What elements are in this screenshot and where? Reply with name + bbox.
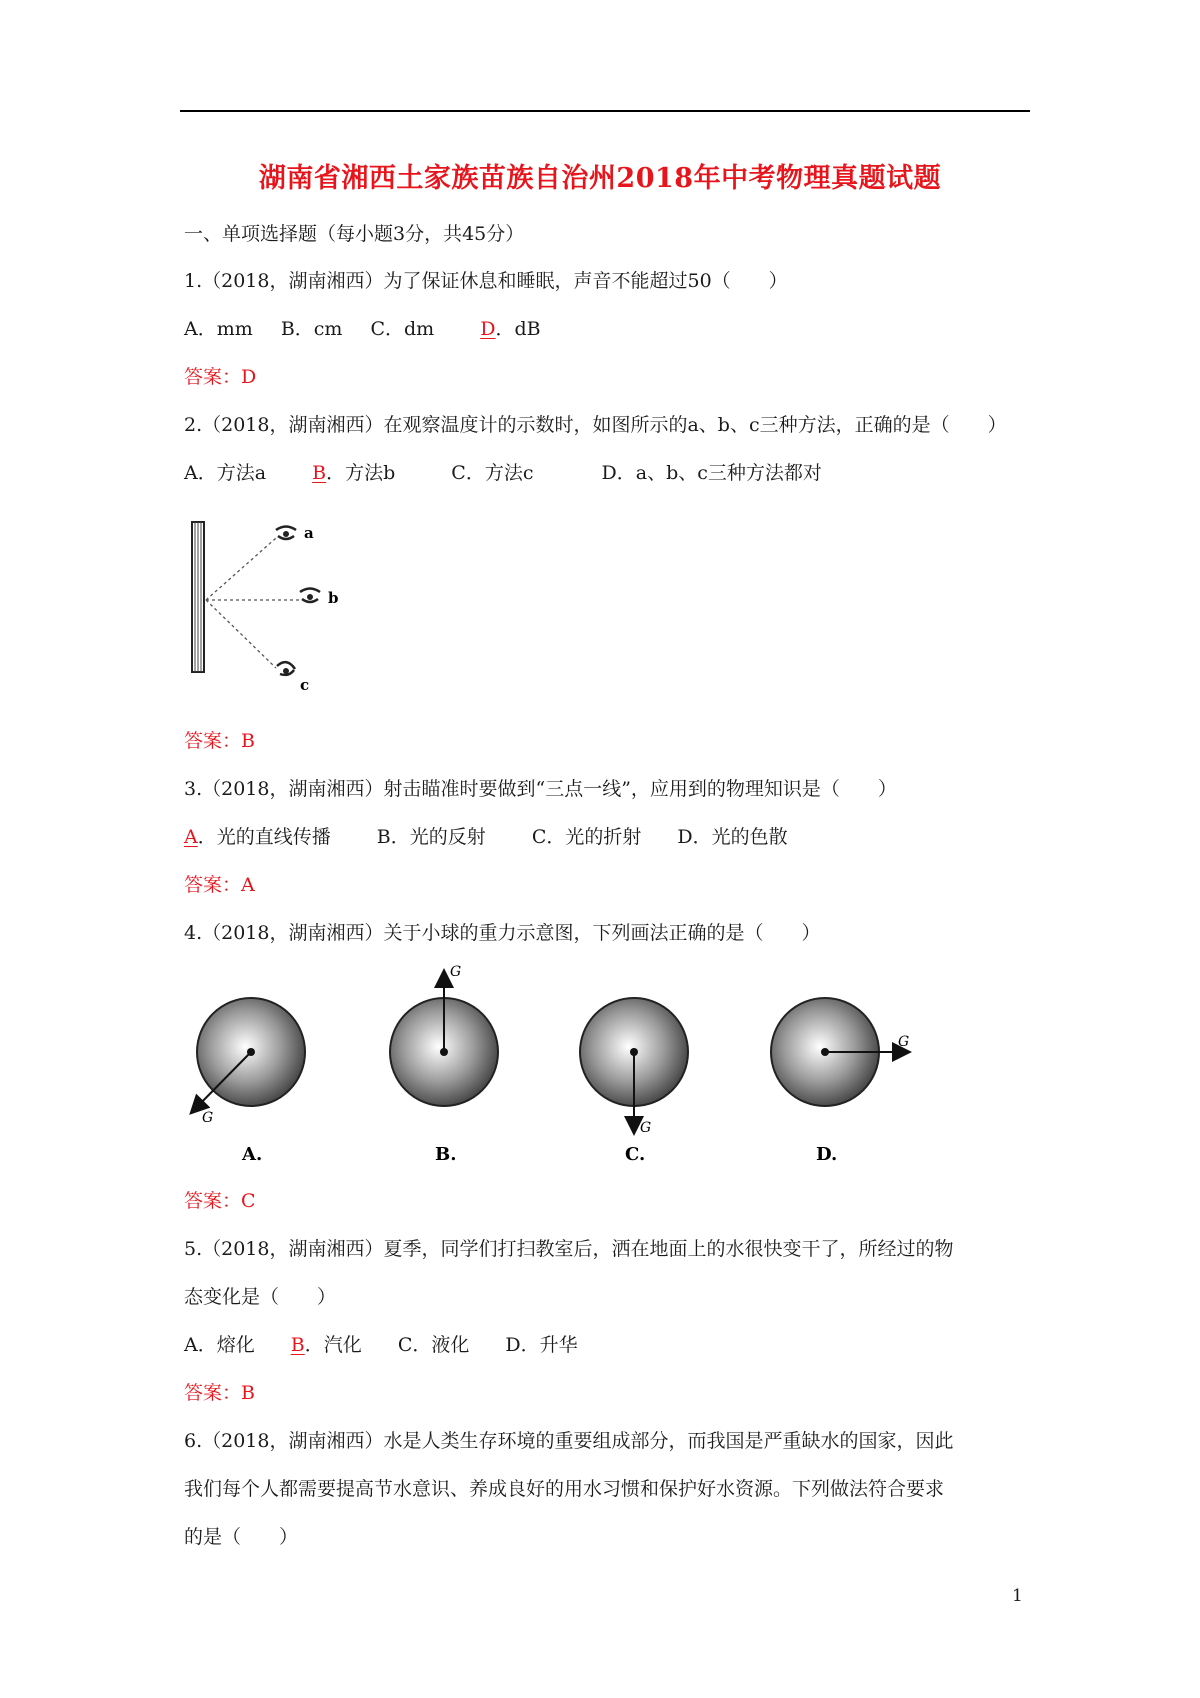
question-5-stem-line-1: 5.（2018，湖南湘西）夏季，同学们打扫教室后，洒在地面上的水很快变干了，所经过的物 xyxy=(184,1238,954,1260)
q1-option-d-text: ．dB xyxy=(495,318,541,340)
q3-option-a-letter: A xyxy=(184,826,198,848)
ball-a xyxy=(192,998,305,1126)
question-6-stem-line-1: 6.（2018，湖南湘西）水是人类生存环境的重要组成部分，而我国是严重缺水的国家，因此 xyxy=(184,1430,954,1452)
ball-b xyxy=(390,964,498,1106)
question-1-stem: 1.（2018，湖南湘西）为了保证休息和睡眠，声音不能超过50（ ） xyxy=(184,270,788,292)
q1-option-d-letter: D xyxy=(480,318,496,340)
q5-option-d: D．升华 xyxy=(505,1334,578,1356)
question-6-stem-line-3: 的是（ ） xyxy=(184,1526,299,1548)
option-label-d: D. xyxy=(816,1144,838,1165)
question-2-answer: 答案：B xyxy=(184,730,255,752)
ball-d-force-label: G xyxy=(898,1034,910,1050)
eye-label-c: c xyxy=(300,676,310,694)
ball-a-force-label: G xyxy=(202,1110,214,1126)
question-5-stem-line-2: 态变化是（ ） xyxy=(184,1286,337,1308)
q5-option-a: A．熔化 xyxy=(184,1334,255,1356)
ball-d xyxy=(771,998,909,1106)
question-4-stem: 4.（2018，湖南湘西）关于小球的重力示意图，下列画法正确的是（ ） xyxy=(184,922,821,944)
eye-label-a: a xyxy=(304,524,314,542)
eye-a-icon xyxy=(276,527,296,540)
thermometer-figure xyxy=(180,508,370,708)
q5-option-c: C．液化 xyxy=(397,1334,470,1356)
q2-option-b-text: ．方法b xyxy=(326,462,396,484)
page-number: 1 xyxy=(1012,1586,1023,1606)
q1-option-b: B．cm xyxy=(280,318,343,340)
gravity-figure xyxy=(180,960,940,1175)
question-1-options xyxy=(184,316,541,342)
q3-option-c: C．光的折射 xyxy=(531,826,642,848)
q2-option-a: A．方法a xyxy=(184,462,267,484)
ball-c-force-label: G xyxy=(640,1120,652,1136)
header-rule xyxy=(180,110,1030,112)
question-2-options xyxy=(184,460,822,486)
question-1-answer: 答案：D xyxy=(184,366,257,388)
q3-option-b: B．光的反射 xyxy=(376,826,486,848)
q2-option-c: C．方法c xyxy=(451,462,534,484)
question-4-answer: 答案：C xyxy=(184,1190,256,1212)
q1-option-c: C．dm xyxy=(370,318,435,340)
eye-label-b: b xyxy=(328,589,339,607)
question-3-options xyxy=(184,824,788,850)
q5-option-b-letter: B xyxy=(290,1334,305,1356)
question-3-answer: 答案：A xyxy=(184,874,255,896)
ball-b-force-label: G xyxy=(450,964,462,980)
q2-option-d: D．a、b、c三种方法都对 xyxy=(601,462,822,484)
q5-option-b-text: ．汽化 xyxy=(304,1334,362,1356)
document-title: 湖南省湘西土家族苗族自治州2018年中考物理真题试题 xyxy=(258,163,942,194)
question-5-answer: 答案：B xyxy=(184,1382,255,1404)
ball-c xyxy=(580,998,688,1136)
q1-option-a: A．mm xyxy=(184,318,253,340)
question-6-stem-line-2: 我们每个人都需要提高节水意识、养成良好的用水习惯和保护好水资源。下列做法符合要求 xyxy=(184,1478,945,1500)
question-5-options xyxy=(184,1332,578,1358)
q3-option-a-text: ．光的直线传播 xyxy=(197,826,331,848)
option-label-b: B. xyxy=(435,1144,457,1165)
eye-c-icon xyxy=(277,662,295,675)
q2-option-b-letter: B xyxy=(312,462,327,484)
thermometer-icon xyxy=(192,522,204,672)
q3-option-d: D．光的色散 xyxy=(677,826,788,848)
eye-b-icon xyxy=(300,589,320,603)
option-label-a: A. xyxy=(242,1144,263,1165)
section-heading: 一、单项选择题（每小题3分，共45分） xyxy=(184,223,525,245)
option-label-c: C. xyxy=(625,1144,646,1165)
question-3-stem: 3.（2018，湖南湘西）射击瞄准时要做到“三点一线”，应用到的物理知识是（ ） xyxy=(184,778,897,800)
question-2-stem: 2.（2018，湖南湘西）在观察温度计的示数时，如图所示的a、b、c三种方法，正确的是（ ） xyxy=(184,414,1007,436)
